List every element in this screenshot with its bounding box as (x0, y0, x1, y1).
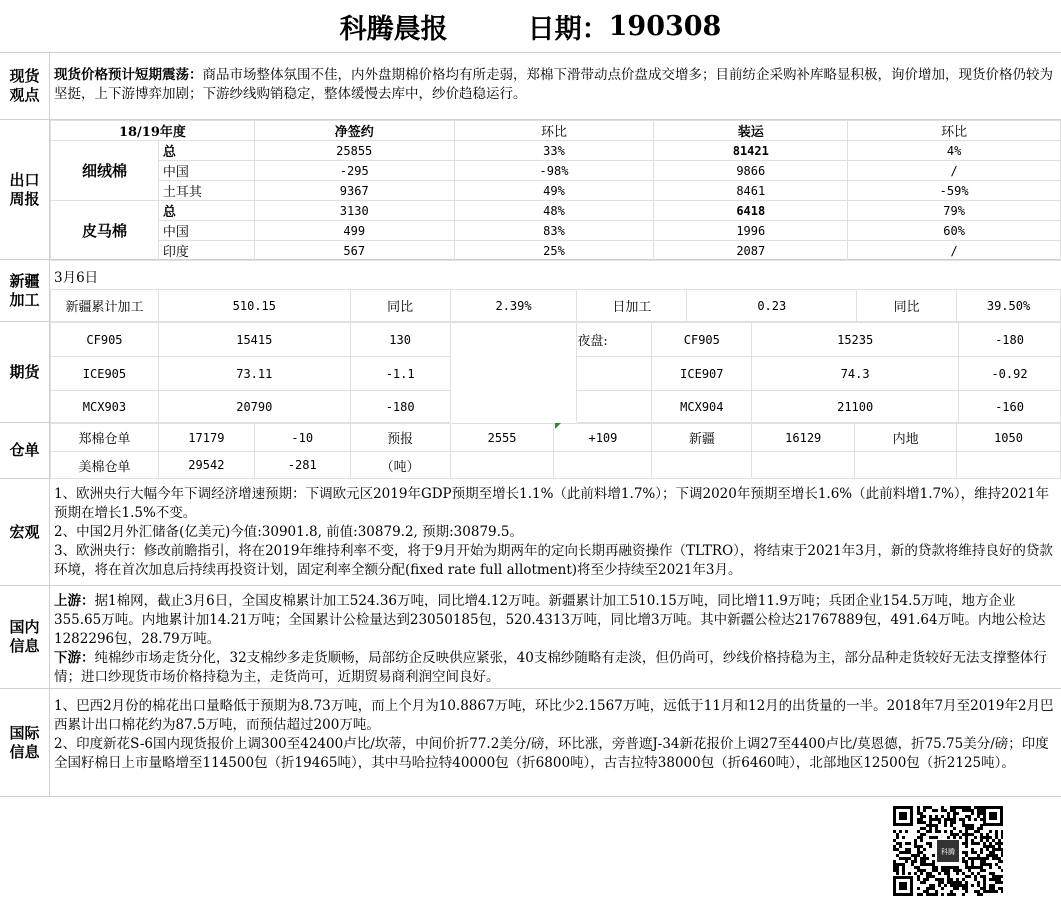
cell-ship-chg: -59% (848, 181, 1061, 201)
yoy2-value: 39.50% (957, 290, 1061, 322)
table-row (51, 290, 1061, 322)
contract: ICE905 (51, 357, 159, 391)
cell-net: 25855 (254, 141, 454, 161)
cell-ship: 8461 (654, 181, 848, 201)
contract: CF905 (652, 323, 752, 357)
change: -160 (959, 391, 1061, 423)
futures-table (50, 322, 1061, 423)
forecast-label: 预报 (350, 424, 450, 452)
spot-headline: 现货价格预计短期震荡： (54, 67, 203, 83)
row-sub: 土耳其 (158, 181, 254, 201)
list-item: 2、中国2月外汇储备(亿美元)今值:30901.8, 前值:30879.2, 预期:30879.5。 (54, 524, 523, 540)
daily-value: 0.23 (687, 290, 857, 322)
domestic-label: 国内 信息 (0, 586, 50, 688)
cell-ship-chg: / (848, 161, 1061, 181)
cell-ship-chg: 60% (848, 221, 1061, 241)
row-sub: 总 (158, 141, 254, 161)
zheng-value: 17179 (158, 424, 254, 452)
cell-net-chg: 48% (454, 201, 654, 221)
us-label: 美棉仓单 (51, 452, 159, 479)
row-sub: 中国 (158, 221, 254, 241)
downstream-paragraph (54, 649, 1055, 687)
inland-value: 1050 (957, 424, 1061, 452)
price: 20790 (158, 391, 350, 423)
report-date: 190308 (608, 10, 722, 42)
forecast-value: 2555 (450, 424, 554, 452)
warehouse-label: 仓单 (0, 423, 50, 478)
spot-label: 现货 观点 (0, 52, 50, 119)
cell-ship: 9866 (654, 161, 848, 181)
cell-ship-chg: 4% (848, 141, 1061, 161)
xinjiang-table (50, 289, 1061, 322)
warehouse-section (0, 423, 1061, 479)
change: -0.92 (959, 357, 1061, 391)
change: -180 (350, 391, 450, 423)
cell-ship: 2087 (654, 241, 848, 261)
table-row (51, 452, 1061, 479)
cell-net: 3130 (254, 201, 454, 221)
export-section (0, 120, 1061, 260)
cell-ship-chg: / (848, 241, 1061, 261)
yoy2-label: 同比 (857, 290, 957, 322)
list-item: 3、欧洲央行：修改前瞻指引，将在2019年维持利率不变，将于9月开始为期两年的定向长期再融资操作（TLTRO），将结束于2021年3月，新的贷款将维持良好的贷款环境，将在首次加息后持续再投资计划，固定利率全额分配(fixed rate full allotment)将至少持续至2021年3月。 (54, 543, 1053, 578)
unit-label: （吨） (350, 452, 450, 479)
futures-section (0, 322, 1061, 423)
export-header-net: 净签约 (254, 121, 454, 141)
price: 15235 (752, 323, 959, 357)
macro-label: 宏观 (0, 479, 50, 585)
table-row (51, 323, 1061, 357)
qr-code (893, 806, 1003, 896)
cell-net-chg: 33% (454, 141, 654, 161)
zheng-change: -10 (254, 424, 350, 452)
change: 130 (350, 323, 450, 357)
table-row (51, 161, 1061, 181)
cell-net-chg: 83% (454, 221, 654, 241)
us-value: 29542 (158, 452, 254, 479)
xinjiang-section (0, 260, 1061, 322)
export-label: 出口 周报 (0, 120, 50, 259)
upstream-label: 上游： (54, 593, 95, 609)
cum-label: 新疆累计加工 (51, 290, 159, 322)
price: 15415 (158, 323, 350, 357)
yoy-value: 2.39% (450, 290, 577, 322)
export-header-row (51, 121, 1061, 141)
downstream-label: 下游： (54, 650, 95, 666)
qr-logo-text: 科腾 (941, 848, 955, 856)
xinjiang-wh-label: 新疆 (652, 424, 752, 452)
table-row (51, 141, 1061, 161)
cell-ship-chg: 79% (848, 201, 1061, 221)
contract: MCX903 (51, 391, 159, 423)
daily-label: 日加工 (577, 290, 687, 322)
report-title-bar (0, 0, 1061, 53)
export-table (50, 120, 1061, 261)
export-header-ship-chg: 环比 (848, 121, 1061, 141)
table-row (51, 181, 1061, 201)
intl-section (0, 689, 1061, 797)
list-item: 2、印度新花S-6国内现货报价上调300至42400卢比/坎蒂，中间价折77.2美分/磅，环比涨，旁普遮J-34新花报价上调27至4400卢比/莫恩德，折75.75美分/磅；印度全国籽棉日上市量略增至114500包（折19465吨），其中马哈拉特40000包（折6800吨），古吉拉特38000包（折6460吨），北部地区12500包（折2125吨）。 (54, 736, 1049, 771)
cell-net-chg: 49% (454, 181, 654, 201)
macro-section (0, 479, 1061, 586)
cell-ship: 6418 (654, 201, 848, 221)
report-name: 科腾晨报 (339, 13, 448, 45)
export-header-year: 18/19年度 (51, 121, 255, 141)
spot-paragraph (50, 52, 1061, 104)
export-header-ship: 装运 (654, 121, 848, 141)
row-sub: 印度 (158, 241, 254, 261)
price: 74.3 (752, 357, 959, 391)
group-upland: 细绒棉 (51, 141, 159, 201)
upstream-text: 据1棉网，截止3月6日，全国皮棉累计加工524.36万吨，同比增4.12万吨。新疆累计加工510.15万吨，同比增11.9万吨；兵团企业154.5万吨，地方企业355.65万吨。内地累计加14.21万吨；全国累计公检量达到23050185包，520.4313万吨，同比增3万吨。其中新疆公检达21767889包，491.64万吨。内地公检达1282296包，28.79万吨。 (54, 593, 1046, 647)
contract: ICE907 (652, 357, 752, 391)
row-sub: 中国 (158, 161, 254, 181)
domestic-text (50, 586, 1061, 687)
downstream-text: 纯棉纱市场走货分化，32支棉纱多走货顺畅，局部纺企反映供应紧张，40支棉纱随略有走淡，但仍尚可，纱线价格持稳为主，部分品种走货较好无法支撑整体行情；进口纱现货市场价格持稳为主，走货尚可，近期贸易商利润空间良好。 (54, 650, 1047, 685)
macro-list (50, 479, 1061, 580)
cell-net: -295 (254, 161, 454, 181)
contract: CF905 (51, 323, 159, 357)
spot-text: 商品市场整体氛围不佳，内外盘期棉价格均有所走弱，郑棉下滑带动点价盘成交增多；目前纺企采购补库略显积极，询价增加，现货价格仍较为坚挺，上下游博弈加剧；下游纱线购销稳定，整体缓慢去库中，纱价趋稳运行。 (54, 67, 1053, 102)
domestic-section (0, 586, 1061, 689)
group-pima: 皮马棉 (51, 201, 159, 261)
cell-net-chg: 25% (454, 241, 654, 261)
cell-net: 567 (254, 241, 454, 261)
cell-ship: 81421 (654, 141, 848, 161)
price: 21100 (752, 391, 959, 423)
night-label: 夜盘: (577, 323, 652, 357)
futures-label: 期货 (0, 322, 50, 422)
intl-label: 国际 信息 (0, 689, 50, 796)
xinjiang-wh-value: 16129 (752, 424, 855, 452)
forecast-change: +109 (554, 424, 652, 452)
inland-label: 内地 (855, 424, 957, 452)
cell-net: 499 (254, 221, 454, 241)
table-row (51, 241, 1061, 261)
xinjiang-label: 新疆 加工 (0, 260, 50, 321)
intl-list (50, 689, 1061, 773)
date-label: 日期： (527, 13, 609, 45)
change: -180 (959, 323, 1061, 357)
list-item: 1、欧洲央行大幅今年下调经济增速预期：下调欧元区2019年GDP预期至增长1.1%（此前料增1.7%）；下调2020年预期至增长1.6%（此前料增1.7%），维持2021年预期在增长1.5%不变。 (54, 486, 1050, 521)
contract: MCX904 (652, 391, 752, 423)
upstream-paragraph (54, 592, 1055, 649)
change: -1.1 (350, 357, 450, 391)
export-header-net-chg: 环比 (454, 121, 654, 141)
table-row (51, 221, 1061, 241)
warehouse-table (50, 423, 1061, 479)
cell-net: 9367 (254, 181, 454, 201)
yoy-label: 同比 (350, 290, 450, 322)
price: 73.11 (158, 357, 350, 391)
us-change: -281 (254, 452, 350, 479)
cell-net-chg: -98% (454, 161, 654, 181)
cell-comment-marker (555, 423, 561, 429)
cell-ship: 1996 (654, 221, 848, 241)
xinjiang-date: 3月6日 (54, 270, 99, 286)
row-sub: 总 (158, 201, 254, 221)
spot-section (0, 52, 1061, 120)
table-row (51, 201, 1061, 221)
zheng-label: 郑棉仓单 (51, 424, 159, 452)
cum-value: 510.15 (158, 290, 350, 322)
list-item: 1、巴西2月份的棉花出口量略低于预期为8.73万吨，而上个月为10.8867万吨，环比少2.1567万吨，远低于11月和12月的出货量的一半。2018年7月至2019年2月巴西累计出口棉花约为87.5万吨，而预估超过200万吨。 (54, 698, 1054, 733)
